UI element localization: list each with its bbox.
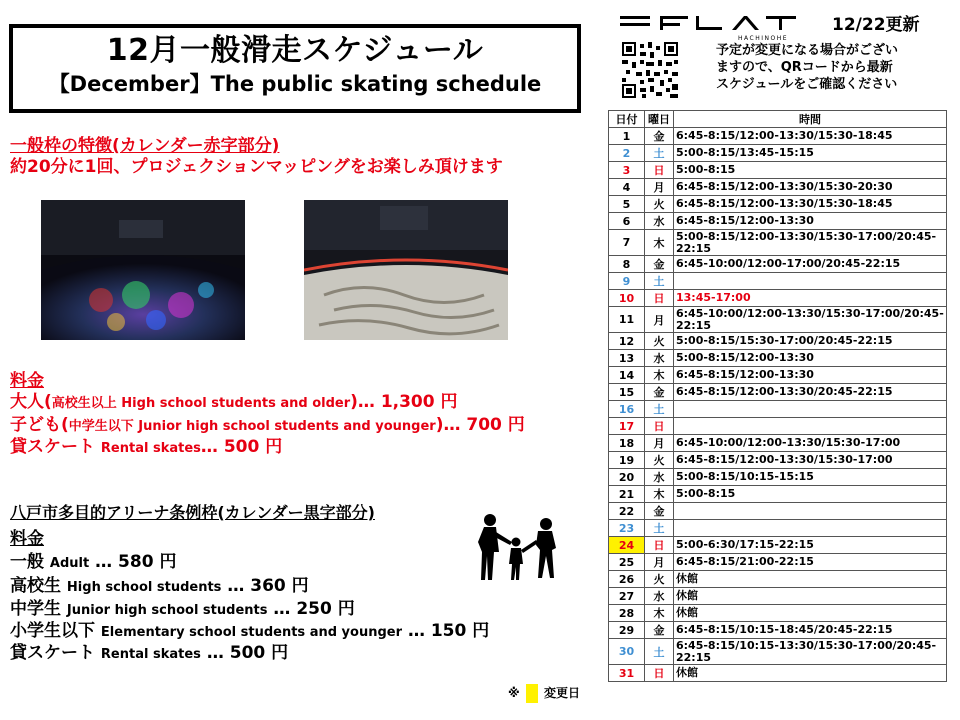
schedule-date: 19 — [609, 452, 645, 469]
schedule-weekday: 火 — [645, 452, 674, 469]
legend — [508, 684, 580, 703]
schedule-weekday: 土 — [645, 273, 674, 290]
schedule-time: 休館 — [674, 665, 947, 682]
fee-child-note: 中学生以下 Junior high school students and younger — [68, 419, 436, 434]
schedule-weekday: 水 — [645, 469, 674, 486]
fee-rental-price: … 500 円 — [200, 437, 283, 457]
fee-item-price: … 500 円 — [206, 643, 289, 663]
fee-rental-note: Rental skates — [100, 441, 201, 456]
schedule-time: 6:45-8:15/12:00-13:30 — [674, 367, 947, 384]
ordinance-heading: 八戸市多目的アリーナ条例枠(カレンダー黒字部分) — [10, 503, 375, 522]
schedule-weekday: 月 — [645, 307, 674, 333]
fee-item-price: … 250 円 — [273, 599, 355, 619]
schedule-time — [674, 503, 947, 520]
schedule-date: 4 — [609, 179, 645, 196]
schedule-row — [609, 367, 947, 384]
column-header-time: 時間 — [674, 111, 947, 128]
schedule-row — [609, 145, 947, 162]
fee-child-label: 子ども( — [10, 415, 69, 435]
schedule-row — [609, 418, 947, 435]
schedule-time: 5:00-8:15/12:00-13:30/15:30-17:00/20:45-22:15 — [674, 230, 947, 256]
schedule-time: 5:00-6:30/17:15-22:15 — [674, 537, 947, 554]
schedule-date: 13 — [609, 350, 645, 367]
schedule-weekday: 土 — [645, 639, 674, 665]
schedule-date: 5 — [609, 196, 645, 213]
schedule-row — [609, 605, 947, 622]
schedule-row — [609, 290, 947, 307]
fee-item-note: Rental skates — [100, 647, 201, 662]
qr-code-icon[interactable] — [622, 42, 678, 98]
schedule-date: 17 — [609, 418, 645, 435]
schedule-row — [609, 401, 947, 418]
family-skating-silhouette-icon — [472, 512, 572, 582]
schedule-date: 9 — [609, 273, 645, 290]
fee-item-label: 中学生 — [10, 599, 61, 619]
schedule-time: 休館 — [674, 588, 947, 605]
schedule-weekday: 月 — [645, 554, 674, 571]
schedule-time: 6:45-8:15/10:15-18:45/20:45-22:15 — [674, 622, 947, 639]
schedule-weekday: 木 — [645, 230, 674, 256]
schedule-date: 23 — [609, 520, 645, 537]
schedule-row — [609, 537, 947, 554]
schedule-weekday: 金 — [645, 128, 674, 145]
schedule-time: 5:00-8:15/12:00-13:30 — [674, 350, 947, 367]
fee-child-price: )… 700 円 — [435, 415, 525, 435]
ordinance-fee-item — [10, 571, 309, 596]
fee-heading-ordinance: 料金 — [10, 529, 44, 549]
schedule-time: 6:45-8:15/12:00-13:30/15:30-17:00 — [674, 452, 947, 469]
schedule-weekday: 火 — [645, 571, 674, 588]
schedule-weekday: 水 — [645, 588, 674, 605]
schedule-date: 24 — [609, 537, 645, 554]
schedule-row — [609, 469, 947, 486]
schedule-time: 5:00-8:15/13:45-15:15 — [674, 145, 947, 162]
schedule-row — [609, 503, 947, 520]
schedule-time — [674, 520, 947, 537]
schedule-table — [608, 110, 947, 682]
schedule-row — [609, 665, 947, 682]
schedule-date: 28 — [609, 605, 645, 622]
fee-heading-general: 料金 — [10, 371, 44, 391]
schedule-row — [609, 639, 947, 665]
fee-item-price: … 150 円 — [407, 621, 490, 641]
schedule-date: 22 — [609, 503, 645, 520]
schedule-time: 6:45-10:00/12:00-13:30/15:30-17:00 — [674, 435, 947, 452]
schedule-weekday: 日 — [645, 162, 674, 179]
schedule-date: 21 — [609, 486, 645, 503]
schedule-date: 15 — [609, 384, 645, 401]
schedule-time: 6:45-10:00/12:00-13:30/15:30-17:00/20:45-22:15 — [674, 307, 947, 333]
schedule-weekday: 木 — [645, 486, 674, 503]
schedule-weekday: 土 — [645, 401, 674, 418]
schedule-row — [609, 162, 947, 179]
schedule-weekday: 月 — [645, 435, 674, 452]
notice-text — [716, 42, 898, 93]
schedule-date: 25 — [609, 554, 645, 571]
projection-mapping-photo-2 — [304, 200, 508, 340]
schedule-row — [609, 622, 947, 639]
schedule-weekday: 金 — [645, 622, 674, 639]
schedule-weekday: 金 — [645, 503, 674, 520]
fee-rental — [10, 432, 282, 457]
fee-adult — [10, 387, 458, 412]
schedule-time: 6:45-8:15/12:00-13:30/20:45-22:15 — [674, 384, 947, 401]
schedule-time: 6:45-8:15/12:00-13:30/15:30-20:30 — [674, 179, 947, 196]
schedule-weekday: 金 — [645, 384, 674, 401]
schedule-time: 休館 — [674, 605, 947, 622]
fee-item-price: … 360 円 — [227, 576, 309, 596]
schedule-weekday: 日 — [645, 537, 674, 554]
page-subtitle: 【December】The public skating schedule — [48, 72, 542, 96]
schedule-row — [609, 571, 947, 588]
schedule-time: 6:45-8:15/21:00-22:15 — [674, 554, 947, 571]
schedule-date: 1 — [609, 128, 645, 145]
ordinance-fee-item — [10, 547, 176, 572]
fee-item-label: 一般 — [10, 552, 44, 572]
fee-item-label: 貸スケート — [10, 643, 95, 663]
schedule-weekday: 火 — [645, 333, 674, 350]
fee-item-price: … 580 円 — [95, 552, 177, 572]
schedule-weekday: 日 — [645, 665, 674, 682]
schedule-time: 6:45-8:15/12:00-13:30 — [674, 213, 947, 230]
schedule-row — [609, 273, 947, 290]
schedule-weekday: 水 — [645, 350, 674, 367]
ordinance-fee-item — [10, 638, 288, 663]
schedule-time: 13:45-17:00 — [674, 290, 947, 307]
column-header-weekday: 曜日 — [645, 111, 674, 128]
schedule-time: 6:45-8:15/12:00-13:30/15:30-18:45 — [674, 128, 947, 145]
schedule-time — [674, 273, 947, 290]
schedule-date: 6 — [609, 213, 645, 230]
schedule-time: 6:45-8:15/10:15-13:30/15:30-17:00/20:45-22:15 — [674, 639, 947, 665]
fee-adult-note: 高校生以上 High school students and older — [51, 396, 351, 411]
schedule-date: 20 — [609, 469, 645, 486]
schedule-date: 8 — [609, 256, 645, 273]
schedule-header-row — [609, 111, 947, 128]
schedule-row — [609, 384, 947, 401]
schedule-weekday: 土 — [645, 145, 674, 162]
schedule-time — [674, 418, 947, 435]
feature-heading: 一般枠の特徴(カレンダー赤字部分) — [10, 136, 280, 156]
schedule-time: 6:45-10:00/12:00-17:00/20:45-22:15 — [674, 256, 947, 273]
schedule-date: 18 — [609, 435, 645, 452]
schedule-row — [609, 196, 947, 213]
legend-mark: ※ — [508, 686, 520, 700]
fee-item-note: High school students — [66, 580, 222, 595]
schedule-weekday: 日 — [645, 290, 674, 307]
schedule-date: 11 — [609, 307, 645, 333]
fee-adult-price: )… 1,300 円 — [350, 392, 458, 412]
schedule-weekday: 土 — [645, 520, 674, 537]
schedule-row — [609, 520, 947, 537]
schedule-time: 5:00-8:15 — [674, 486, 947, 503]
schedule-date: 7 — [609, 230, 645, 256]
schedule-time: 6:45-8:15/12:00-13:30/15:30-18:45 — [674, 196, 947, 213]
notice-line: 予定が変更になる場合がござい — [716, 43, 899, 58]
schedule-row — [609, 128, 947, 145]
schedule-time: 5:00-8:15/15:30-17:00/20:45-22:15 — [674, 333, 947, 350]
fee-item-label: 小学生以下 — [10, 621, 95, 641]
schedule-row — [609, 256, 947, 273]
schedule-date: 30 — [609, 639, 645, 665]
schedule-date: 27 — [609, 588, 645, 605]
schedule-weekday: 木 — [645, 367, 674, 384]
schedule-date: 2 — [609, 145, 645, 162]
legend-text: 変更日 — [544, 686, 581, 700]
schedule-date: 31 — [609, 665, 645, 682]
fee-item-label: 高校生 — [10, 576, 61, 596]
schedule-row — [609, 435, 947, 452]
schedule-time: 5:00-8:15/10:15-15:15 — [674, 469, 947, 486]
notice-line: スケジュールをご確認ください — [716, 77, 898, 92]
schedule-row — [609, 179, 947, 196]
title-box — [9, 24, 581, 113]
schedule-date: 10 — [609, 290, 645, 307]
schedule-weekday: 金 — [645, 256, 674, 273]
fee-adult-label: 大人( — [10, 392, 52, 412]
schedule-date: 3 — [609, 162, 645, 179]
schedule-time: 休館 — [674, 571, 947, 588]
schedule-row — [609, 588, 947, 605]
schedule-row — [609, 486, 947, 503]
legend-highlight-swatch — [526, 684, 538, 703]
schedule-row — [609, 213, 947, 230]
fee-item-note: Adult — [49, 556, 90, 571]
schedule-time: 5:00-8:15 — [674, 162, 947, 179]
fee-item-note: Elementary school students and younger — [100, 625, 403, 640]
flat-logo — [620, 12, 796, 42]
schedule-body — [609, 128, 947, 682]
logo-subtext: HACHINOHE — [738, 35, 788, 42]
schedule-weekday: 木 — [645, 605, 674, 622]
notice-line: ますので、QRコードから最新 — [716, 60, 893, 75]
schedule-date: 16 — [609, 401, 645, 418]
schedule-weekday: 火 — [645, 196, 674, 213]
schedule-row — [609, 554, 947, 571]
column-header-date: 日付 — [609, 111, 645, 128]
schedule-date: 12 — [609, 333, 645, 350]
schedule-time — [674, 401, 947, 418]
schedule-date: 26 — [609, 571, 645, 588]
page-title: 12月一般滑走スケジュール — [106, 33, 484, 68]
updated-date: 12/22更新 — [832, 15, 920, 35]
projection-mapping-photo-1 — [41, 200, 245, 340]
schedule-row — [609, 230, 947, 256]
schedule-date: 14 — [609, 367, 645, 384]
fee-item-note: Junior high school students — [66, 603, 268, 618]
fee-rental-label: 貸スケート — [10, 437, 95, 457]
schedule-weekday: 月 — [645, 179, 674, 196]
schedule-row — [609, 350, 947, 367]
schedule-date: 29 — [609, 622, 645, 639]
feature-description: 約20分に1回、プロジェクションマッピングをお楽しみ頂けます — [10, 157, 503, 177]
schedule-weekday: 水 — [645, 213, 674, 230]
schedule-row — [609, 452, 947, 469]
schedule-row — [609, 307, 947, 333]
schedule-weekday: 日 — [645, 418, 674, 435]
schedule-row — [609, 333, 947, 350]
